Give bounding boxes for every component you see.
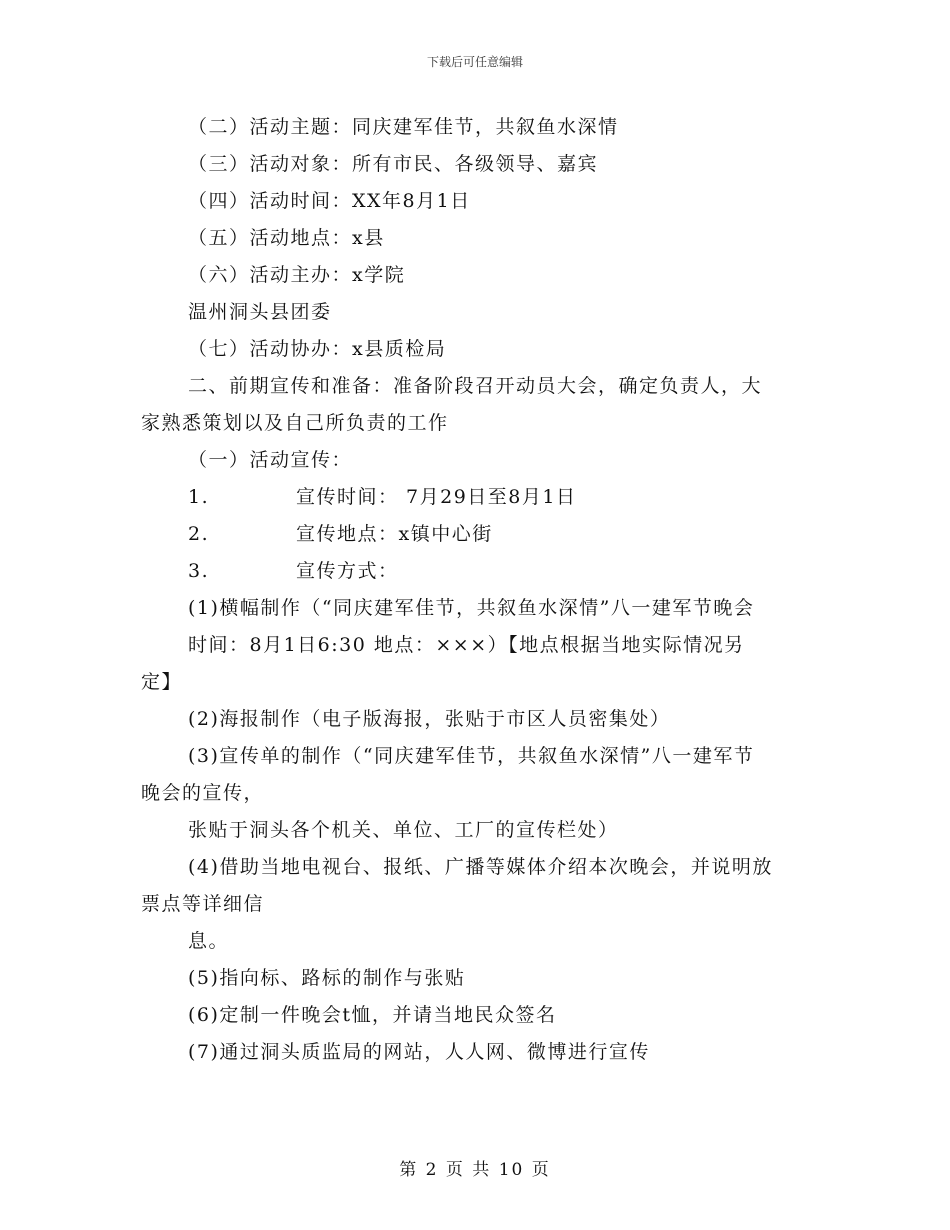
- text-line: 二、前期宣传和准备：准备阶段召开动员大会，确定负责人，大: [188, 375, 763, 397]
- numbered-item: [188, 559, 399, 583]
- page-header: 下载后可任意编辑: [426, 55, 523, 69]
- page-number-footer: 第 2 页 共 10 页: [399, 1160, 551, 1180]
- item-text: 宣传时间： 7月29日至8月1日: [296, 486, 577, 508]
- text-line: 定】: [141, 671, 183, 693]
- item-number: 1.: [188, 486, 210, 508]
- text-line: 时间：8月1日6:30 地点：×××）【地点根据当地实际情况另: [188, 634, 745, 656]
- text-line: 息。: [188, 930, 230, 952]
- text-line: (5)指向标、路标的制作与张贴: [188, 967, 466, 989]
- text-line: （三）活动对象：所有市民、各级领导、嘉宾: [188, 153, 599, 175]
- text-line: （四）活动时间：XX年8月1日: [188, 190, 471, 212]
- item-text: 宣传地点：x镇中心街: [296, 523, 493, 545]
- text-line: （六）活动主办：x学院: [188, 264, 406, 286]
- item-text: 宣传方式：: [296, 560, 399, 582]
- text-line: (6)定制一件晚会t恤，并请当地民众签名: [188, 1004, 557, 1026]
- numbered-item: [188, 485, 576, 509]
- text-line: 家熟悉策划以及自己所负责的工作: [141, 412, 449, 434]
- text-line: 晚会的宣传，: [141, 782, 265, 804]
- text-line: 温州洞头县团委: [188, 301, 332, 323]
- text-line: (1)横幅制作（“同庆建军佳节，共叙鱼水深情”八一建军节晚会: [188, 597, 755, 619]
- text-line: (4)借助当地电视台、报纸、广播等媒体介绍本次晚会，并说明放: [188, 856, 773, 878]
- text-line: （二）活动主题：同庆建军佳节，共叙鱼水深情: [188, 116, 619, 138]
- text-line: （七）活动协办：x县质检局: [188, 338, 447, 360]
- numbered-item: [188, 522, 493, 546]
- text-line: 票点等详细信: [141, 893, 265, 915]
- item-number: 2.: [188, 523, 210, 545]
- text-line: （五）活动地点：x县: [188, 227, 385, 249]
- item-number: 3.: [188, 560, 210, 582]
- text-line: (2)海报制作（电子版海报，张贴于市区人员密集处）: [188, 708, 671, 730]
- text-line: (7)通过洞头质监局的网站，人人网、微博进行宣传: [188, 1041, 650, 1063]
- text-line: （一）活动宣传：: [188, 449, 353, 471]
- text-line: 张贴于洞头各个机关、单位、工厂的宣传栏处）: [188, 819, 619, 841]
- text-line: (3)宣传单的制作（“同庆建军佳节，共叙鱼水深情”八一建军节: [188, 745, 755, 767]
